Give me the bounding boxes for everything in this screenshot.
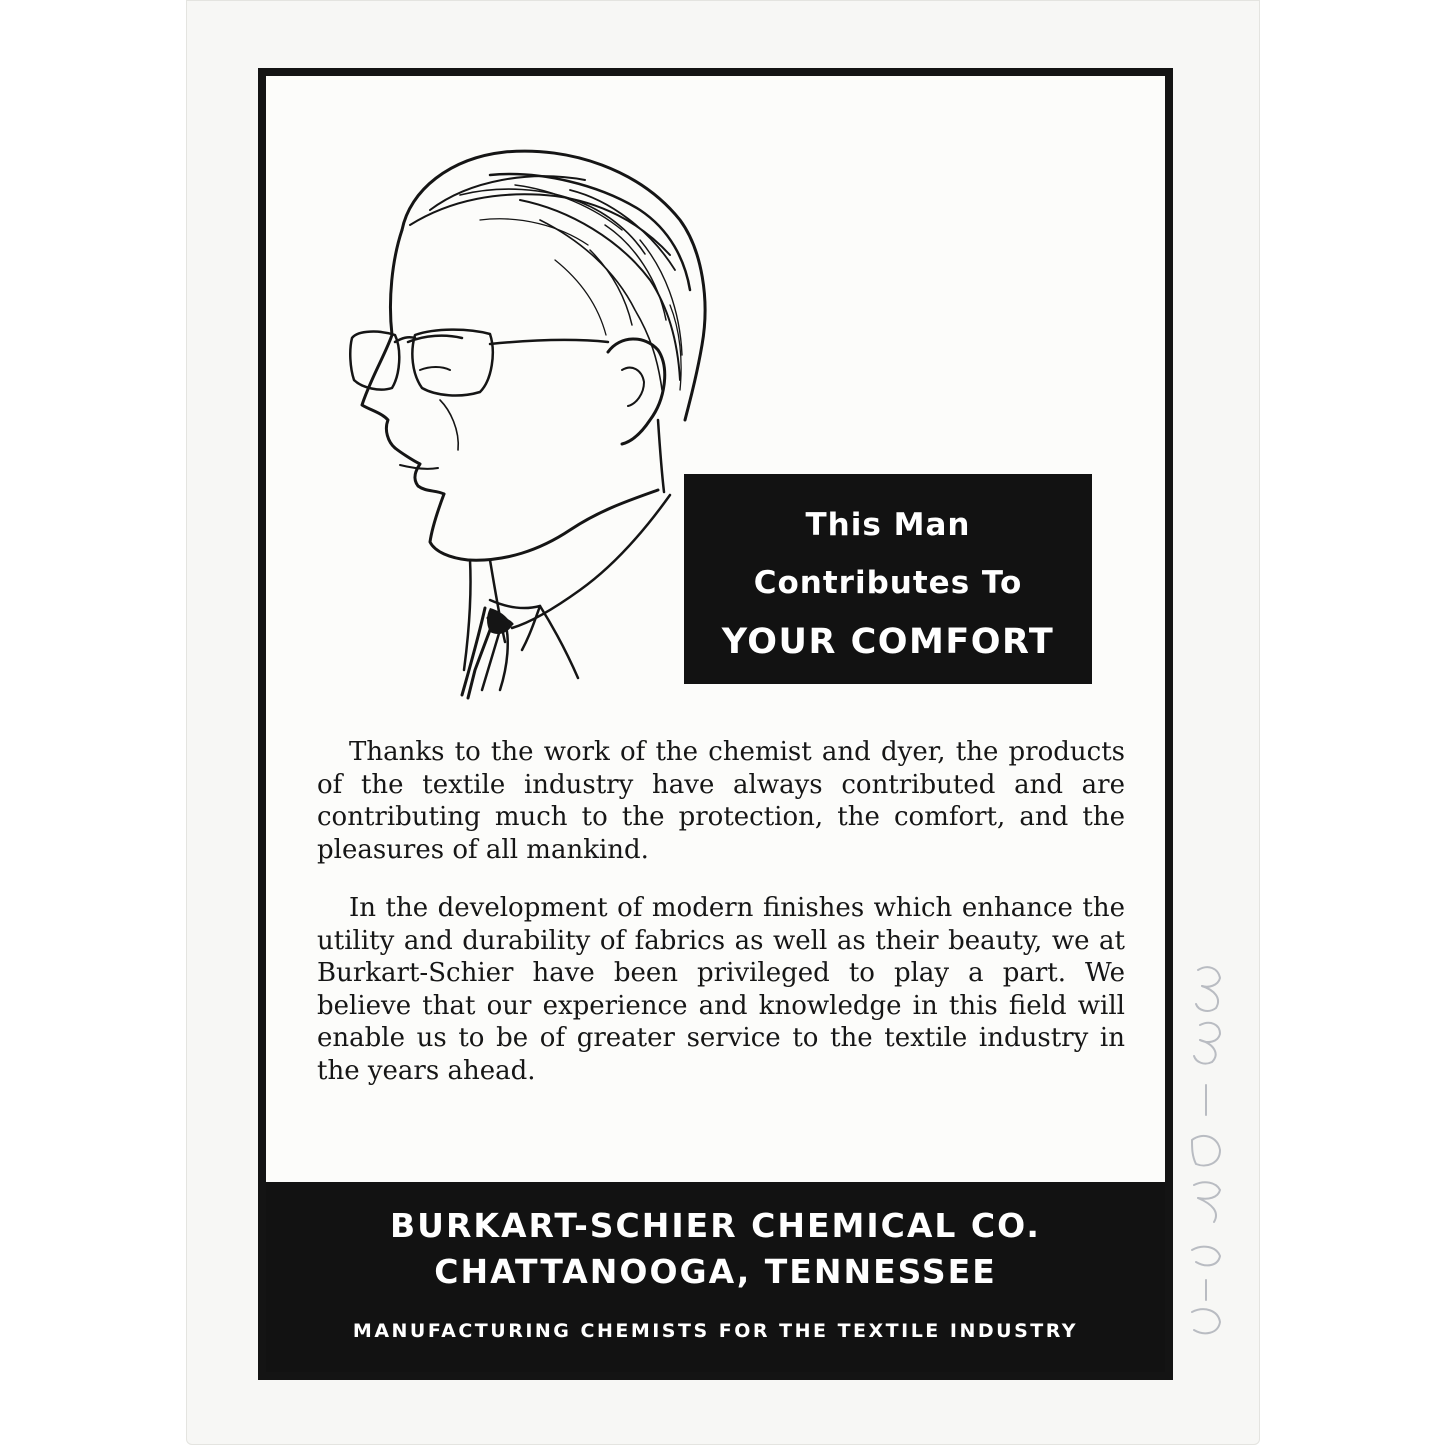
footer-box bbox=[266, 1182, 1165, 1372]
body-paragraph-1: Thanks to the work of the chemist and dyer, the products of the textile industry have always contributed and are contributing much to the protection, the comfort, and the pleasures of all mankind. bbox=[317, 737, 1125, 865]
pencil-marks-graphic bbox=[1178, 950, 1248, 1370]
company-name: BURKART-SCHIER CHEMICAL CO. bbox=[390, 1206, 1041, 1245]
body-copy bbox=[317, 736, 1125, 1087]
company-location: CHATTANOOGA, TENNESSEE bbox=[434, 1252, 997, 1291]
headline-box bbox=[684, 474, 1092, 684]
headline-line-3: YOUR COMFORT bbox=[721, 622, 1055, 662]
company-tagline: MANUFACTURING CHEMISTS FOR THE TEXTILE INDUSTRY bbox=[352, 1320, 1079, 1342]
headline-line-1: This Man bbox=[805, 507, 971, 543]
headline-line-2: Contributes To bbox=[753, 565, 1023, 601]
body-paragraph-2: In the development of modern finishes which enhance the utility and durability of fabrics as well as their beauty, we at Burkart-Schier have been privileged to play a part. We believe that our experience and knowledge in this field will enable us to be of greater service to the textile industry in the years ahead. bbox=[317, 893, 1125, 1086]
man-portrait-illustration bbox=[340, 130, 720, 700]
